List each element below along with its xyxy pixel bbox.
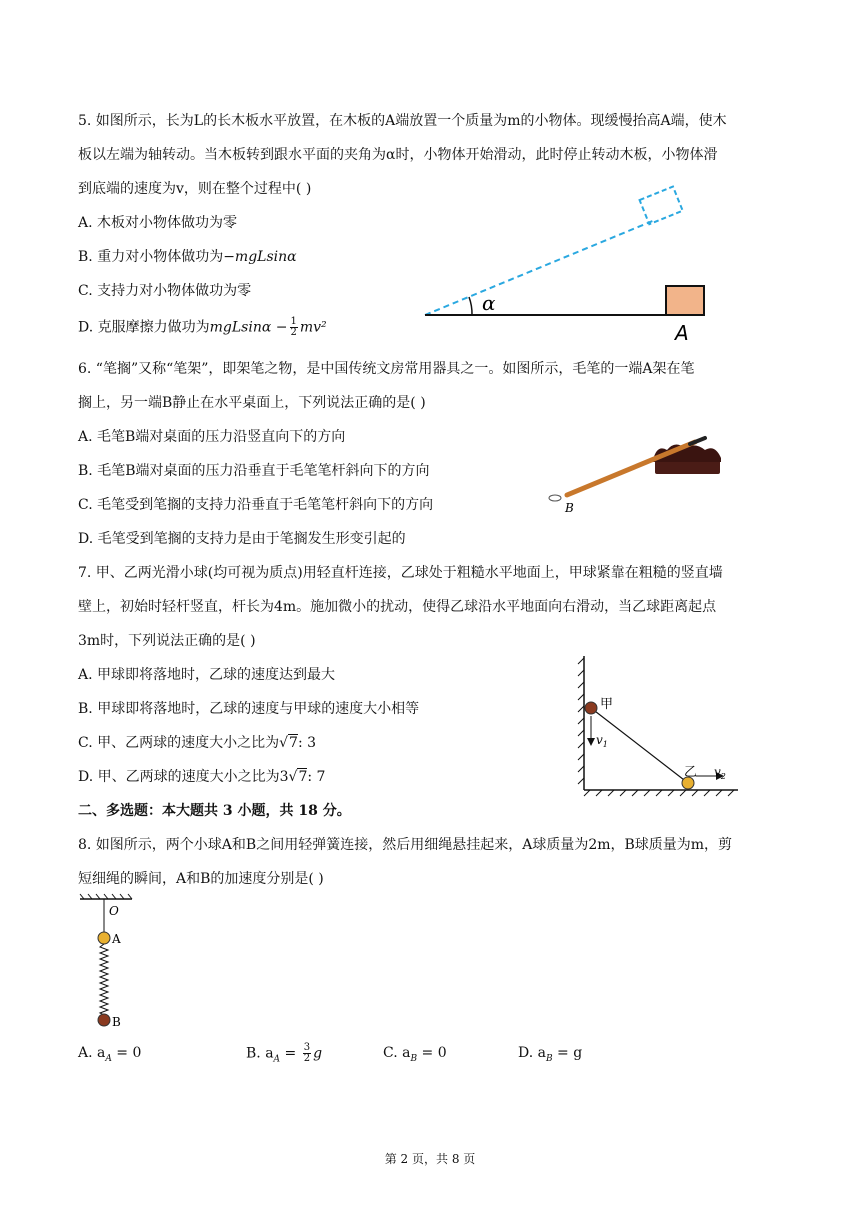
q6-b-label: B	[565, 501, 574, 515]
q6-option-b: B. 毛笔B端对桌面的压力沿垂直于毛笔笔杆斜向下的方向	[78, 463, 430, 479]
page-footer: 第 2 页，共 8 页	[384, 1152, 476, 1166]
q7-option-b: B. 甲球即将落地时，乙球的速度与甲球的速度大小相等	[78, 701, 420, 717]
q6-stem-line1: 6. “笔搁”又称“笔架”，即架笔之物，是中国传统文房常用器具之一。如图所示，毛笔的一端A架在笔	[78, 361, 695, 377]
q7-v1-label	[596, 733, 608, 749]
q8-option-c-rhs: = 0	[417, 1045, 447, 1061]
q8-a-label: A	[112, 932, 121, 946]
q8-stem-line2: 短细绳的瞬间，A和B的加速度分别是( )	[78, 871, 324, 887]
q5-frac-num: 1	[290, 316, 297, 327]
q7-rod-figure	[570, 652, 745, 802]
q7-stem-line2: 壁上，初始时轻杆竖直，杆长为4m。施加微小的扰动，使得乙球沿水平地面向右滑动，当乙球距离起点	[78, 599, 717, 615]
q7-option-c-sqrt: 7	[289, 735, 298, 751]
q5-frac-den: 2	[290, 327, 297, 338]
q5-a-label: A	[675, 321, 689, 345]
q8-stem-line1: 8. 如图所示，两个小球A和B之间用轻弹簧连接，然后用细绳悬挂起来，A球质量为2m，B球质量为m，剪	[78, 837, 733, 853]
q8-option-b-text: B. a	[246, 1045, 274, 1062]
q5-angle-arc	[469, 297, 472, 315]
q5-option-b-math: −mgLsinα	[223, 249, 297, 265]
q7-ground-hatch	[584, 790, 734, 796]
q5-option-c: C. 支持力对小物体做功为零	[78, 283, 252, 299]
q6-a-label: A	[675, 433, 683, 444]
q5-stem-line1: 5. 如图所示，长为L的长木板水平放置，在木板的A端放置一个质量为m的小物体。现缓慢抬高A端，使木	[78, 113, 727, 129]
q7-v2-symbol: v	[714, 765, 721, 779]
q8-option-b	[246, 1043, 322, 1069]
q7-option-d-suffix: : 7	[307, 769, 326, 785]
q8-ball-a	[98, 932, 110, 944]
q7-stem-line3: 3m时，下列说法正确的是( )	[78, 633, 256, 649]
q8-option-a-text: A. a	[78, 1045, 106, 1061]
q8-option-a-sub: A	[105, 1053, 112, 1064]
q6-option-d: D. 毛笔受到笔搁的支持力是由于笔搁发生形变引起的	[78, 531, 406, 547]
q7-option-c: C. 甲、乙两球的速度大小之比为√7: 3	[78, 735, 317, 751]
q6-option-a: A. 毛笔B端对桌面的压力沿竖直向下的方向	[78, 429, 346, 445]
q5-block-dashed	[640, 187, 683, 225]
q8-spring	[100, 944, 108, 1015]
q7-option-a: A. 甲球即将落地时，乙球的速度达到最大	[78, 667, 336, 683]
q8-spring-figure	[76, 893, 146, 1033]
q8-option-d-sub: B	[545, 1053, 553, 1064]
q8-option-b-eq: =	[280, 1045, 301, 1062]
q5-alpha-label: α	[482, 291, 496, 315]
q8-option-c	[383, 1043, 447, 1069]
q8-frac-den: 2	[303, 1053, 311, 1064]
q7-option-c-suffix: : 3	[297, 735, 317, 751]
q7-yi-label: 乙	[684, 765, 698, 780]
q8-option-b-fraction	[303, 1043, 311, 1064]
q7-ball-jia	[585, 702, 597, 714]
q8-option-d-rhs: = g	[552, 1045, 583, 1061]
q8-option-a	[78, 1043, 141, 1069]
q5-option-a: A. 木板对小物体做功为零	[78, 215, 238, 231]
q7-v2-label	[714, 765, 726, 781]
q5-option-b	[78, 247, 297, 267]
q5-option-d	[78, 317, 327, 338]
q5-board-raised	[425, 220, 655, 315]
q8-ceiling	[80, 894, 132, 899]
q8-option-d-text: D. a	[518, 1045, 546, 1061]
q8-option-d	[518, 1043, 582, 1069]
q8-option-c-text: C. a	[383, 1045, 411, 1061]
q7-jia-label: 甲	[600, 697, 614, 712]
q7-v1-symbol: v	[596, 733, 603, 747]
q8-option-a-rhs: = 0	[111, 1045, 142, 1061]
q5-option-d-math1: mgLsinα −	[209, 319, 288, 336]
q8-frac-num: 3	[303, 1042, 311, 1053]
section-heading-multiple-choice: 二、多选题：本大题共 3 小题，共 18 分。	[78, 803, 351, 819]
q7-v1-subscript: 1	[602, 740, 608, 749]
q7-option-d-text: D. 甲、乙两球的速度大小之比为3	[78, 769, 289, 785]
q8-option-c-sub: B	[410, 1053, 418, 1064]
q6-brush-tip	[690, 438, 705, 444]
q8-b-label: B	[112, 1015, 121, 1029]
q6-stem-line2: 搁上，另一端B静止在水平桌面上，下列说法正确的是( )	[78, 395, 426, 411]
q5-stem-line3: 到底端的速度为v，则在整个过程中( )	[78, 181, 312, 197]
q5-incline-figure	[420, 180, 720, 345]
q5-option-b-text: B. 重力对小物体做功为	[78, 249, 224, 265]
q7-option-d: D. 甲、乙两球的速度大小之比为3√7: 7	[78, 769, 326, 785]
q7-option-c-text: C. 甲、乙两球的速度大小之比为	[78, 735, 280, 751]
q5-stem-line2: 板以左端为轴转动。当木板转到跟水平面的夹角为α时，小物体开始滑动，此时停止转动木板，小物体滑	[78, 147, 718, 163]
q7-v2-subscript: 2	[720, 772, 726, 781]
q8-option-b-rhs: g	[313, 1045, 323, 1062]
q5-option-d-math2: mv²	[299, 319, 327, 336]
q5-block	[666, 286, 704, 315]
q7-v1-arrowhead	[587, 738, 595, 746]
q8-option-b-sub: A	[273, 1054, 281, 1065]
q6-pen-rest	[653, 444, 721, 474]
q8-o-label: O	[109, 904, 119, 918]
q7-option-d-sqrt: 7	[298, 769, 308, 785]
q7-wall-hatch	[578, 658, 584, 784]
q5-option-d-fraction	[290, 317, 298, 338]
q5-option-d-text: D. 克服摩擦力做功为	[78, 319, 210, 336]
q7-stem-line1: 7. 甲、乙两光滑小球(均可视为质点)用轻直杆连接，乙球处于粗糙水平地面上，甲球紧靠在粗糙的竖直墙	[78, 565, 723, 581]
q6-option-c: C. 毛笔受到笔搁的支持力沿垂直于毛笔笔杆斜向下的方向	[78, 497, 434, 513]
q8-ball-b	[98, 1014, 110, 1026]
q6-brush-end-loop	[549, 495, 561, 501]
q6-pen-rest-figure	[545, 430, 735, 520]
